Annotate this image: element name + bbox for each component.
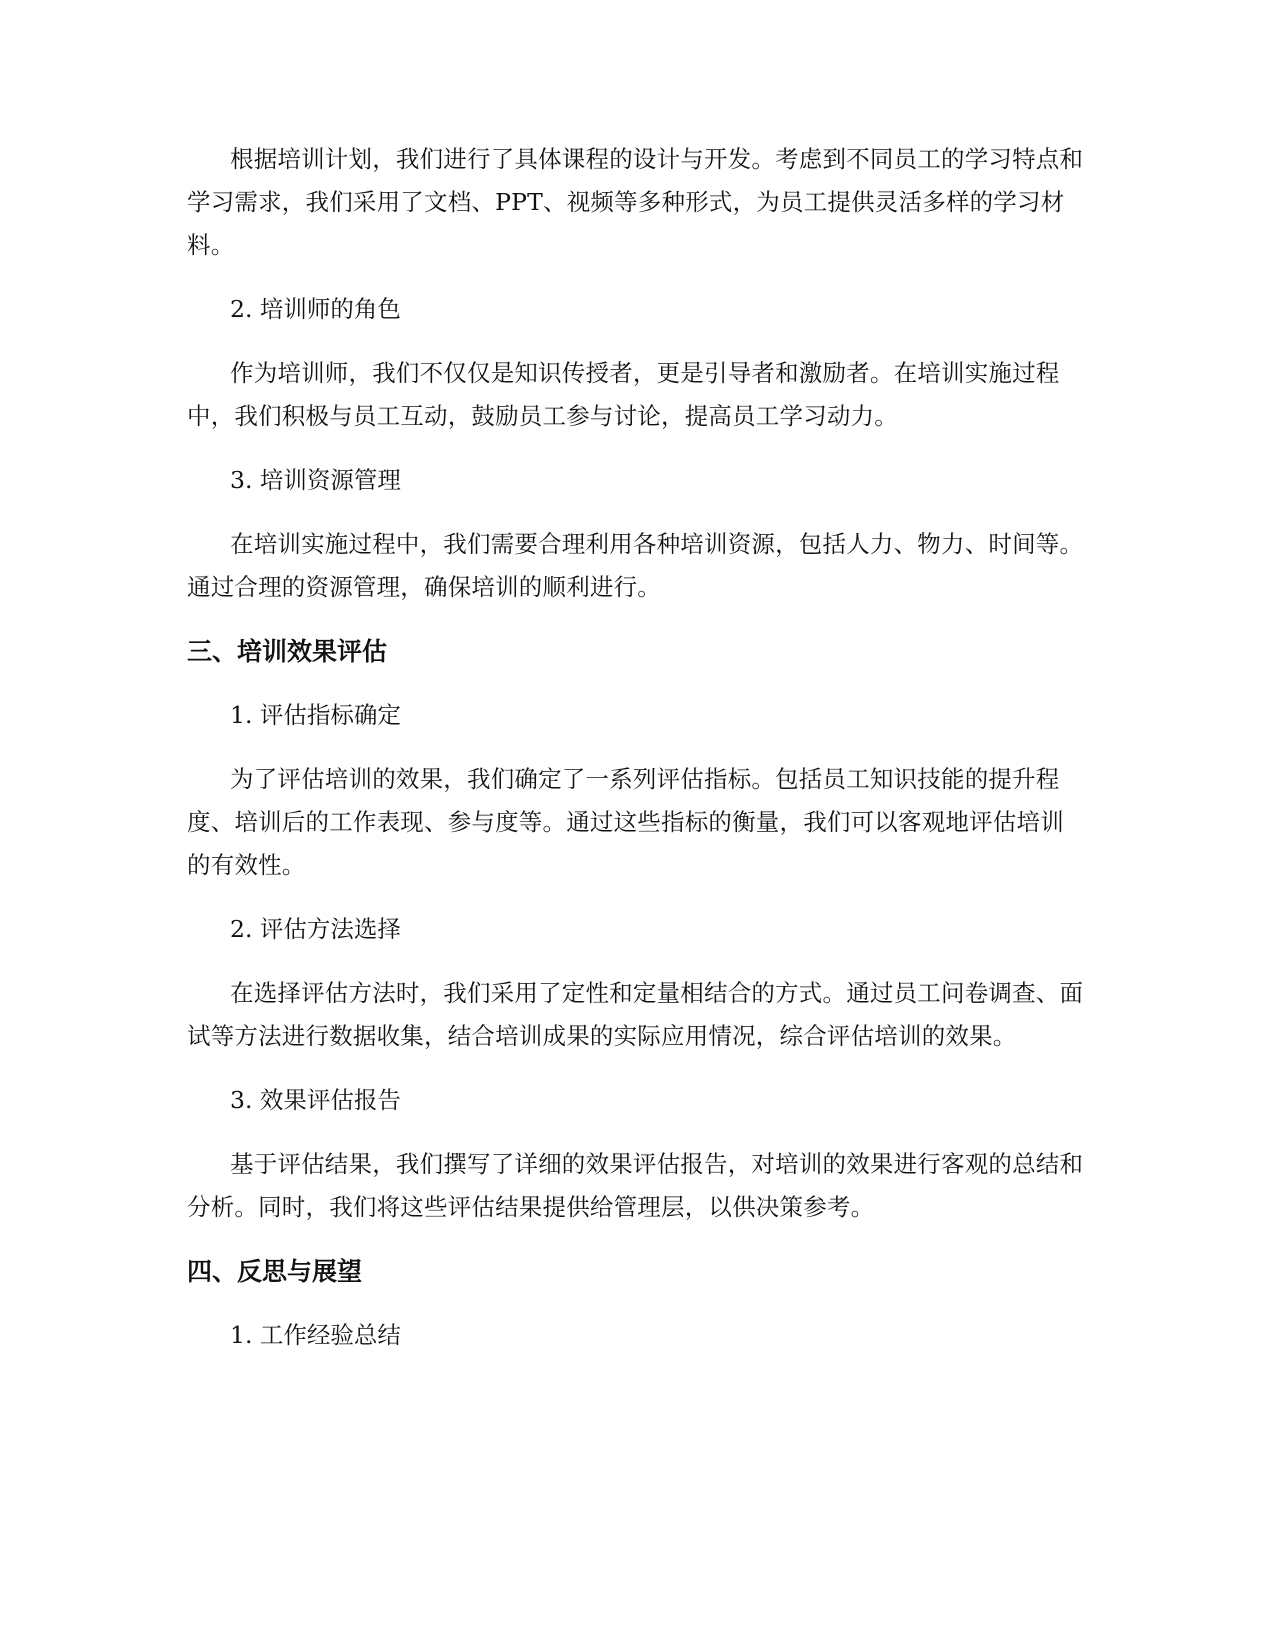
subheading-experience-summary: 1. 工作经验总结 (230, 1321, 401, 1349)
document-body (187, 138, 1087, 1378)
paragraph-trainer-role: 作为培训师，我们不仅仅是知识传授者，更是引导者和激励者。在培训实施过程中，我们积极与员工互动，鼓励员工参与讨论，提高员工学习动力。 (187, 359, 1060, 430)
paragraph-evaluation-methods: 在选择评估方法时，我们采用了定性和定量相结合的方式。通过员工问卷调查、面试等方法进行数据收集，结合培训成果的实际应用情况，综合评估培训的效果。 (187, 979, 1084, 1050)
paragraph-evaluation-report: 基于评估结果，我们撰写了详细的效果评估报告，对培训的效果进行客观的总结和分析。同时，我们将这些评估结果提供给管理层，以供决策参考。 (187, 1150, 1084, 1221)
section-heading-evaluation: 三、培训效果评估 (187, 637, 388, 666)
section-heading-reflection: 四、反思与展望 (187, 1257, 363, 1286)
paragraph-resource-management: 在培训实施过程中，我们需要合理利用各种培训资源，包括人力、物力、时间等。通过合理的资源管理，确保培训的顺利进行。 (187, 530, 1084, 601)
subheading-evaluation-methods: 2. 评估方法选择 (230, 915, 401, 943)
subheading-evaluation-report: 3. 效果评估报告 (230, 1086, 401, 1114)
subheading-resource-management: 3. 培训资源管理 (230, 466, 401, 494)
subheading-trainer-role: 2. 培训师的角色 (230, 295, 401, 323)
subheading-evaluation-indicators: 1. 评估指标确定 (230, 701, 401, 729)
paragraph-evaluation-indicators: 为了评估培训的效果，我们确定了一系列评估指标。包括员工知识技能的提升程度、培训后的工作表现、参与度等。通过这些指标的衡量，我们可以客观地评估培训的有效性。 (187, 765, 1064, 879)
paragraph-course-design: 根据培训计划，我们进行了具体课程的设计与开发。考虑到不同员工的学习特点和学习需求，我们采用了文档、PPT、视频等多种形式，为员工提供灵活多样的学习材料。 (187, 145, 1084, 259)
